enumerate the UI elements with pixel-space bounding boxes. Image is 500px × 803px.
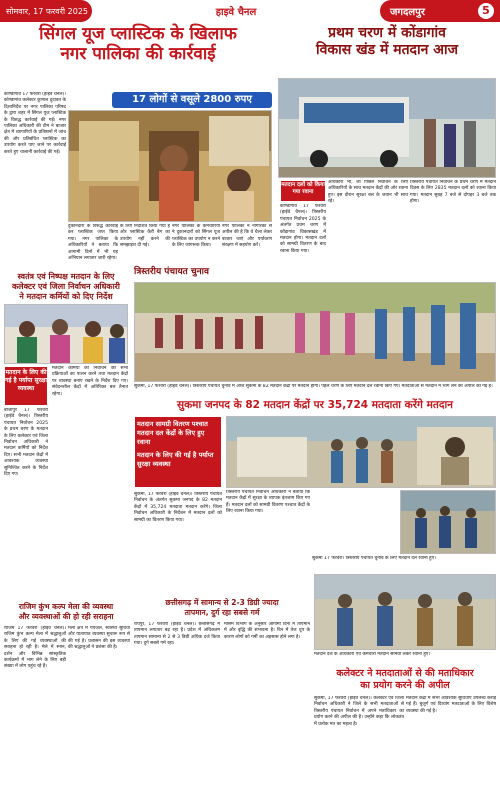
date-tab: [0, 0, 92, 22]
story3-column-2: मतदान कर्मियों को निर्वाचन की सभी प्रक्रियाओं का पालन करने तथा मतदान केंद्रों पर व्यवस्था बनाए रखने के निर्देश दिए गए। संवेदनशील केंद्रों में अतिरिक्त बल तैनात रहेगा।: [52, 366, 128, 397]
story7-column-1: रायपुर, 17 फरवरी (हाईवे चैनल)। छत्तीसगढ़ में तापमान लगातार बढ़ रहा है। प्रदेश में अधिकतम तापमान सामान्य से 2 से 3 डिग्री अधिक दर्ज किया गया। दुर्ग सबसे गर्म रहा।: [134, 622, 220, 647]
story7-column-2: मौसम विभाग के अनुसार आगामी दिनों में तापमान में और वृद्धि की संभावना है। दिन में तेज धूप के कारण लोगों को गर्मी का अहसास होने लगा है।: [224, 622, 310, 640]
story3-callout: मतदान के लिए की गई है पर्याप्त सुरक्षा व्यवस्था: [4, 366, 48, 406]
story2-column-3: त्रिस्तरीय पंचायत निर्वाचन के प्रथम चरण में मतदान दिवस के लिए 2835 मतदान दलों को रवाना किया गया। मतदान सुबह 7 बजे से दोपहर 3 बजे तक होगा।: [410, 180, 496, 205]
story3-column-1: बीजापुर 17 फरवरी (हाईवे चैनल)। त्रिस्तरीय पंचायत निर्वाचन 2025 के प्रथम चरण के मतदान के लिए कलेक्टर एवं जिला निर्वाचन अधिकारी ने मतदान कर्मियों को निर्देश दिए। सभी मतदान केंद्रों में आवश्यक व्यवस्था सुनिश्चित करने के निर्देश दिए गए।: [4, 408, 48, 478]
story6-column-2: मेला क्षेत्र में पेयजल, स्वास्थ्य सुविधा और यातायात व्यवस्था सुचारू रूप से की गई है। प्रशासन की इस व्यवस्था की श्रद्धालुओं ने प्रशंसा की है।: [68, 626, 130, 651]
story1-column-5: नगर पालिका ने नागरिकों से अपील की है कि वे थैला लेकर बाजार जाएं और पर्यावरण संरक्षण में सहयोग करें।: [222, 224, 272, 249]
story2-column-1: कोण्डागांव 17 फरवरी (हाईवे चैनल)। त्रिस्तरीय पंचायत निर्वाचन 2025 के अंतर्गत प्रथम चरण में कोंडागांव विकासखंड में मतदान होगा। मतदान दलों को सामग्री वितरण के बाद रवाना किया गया।: [280, 204, 326, 254]
story6-headline-line1: राजिम कुंभ कल्प मेला की व्यवस्था: [18, 602, 114, 611]
story4-photo-image: [135, 283, 496, 382]
city-name: जगदलपुर: [390, 7, 425, 18]
story1-photo: [68, 110, 272, 222]
city-tab: [380, 0, 500, 22]
brand-area: [92, 0, 380, 22]
story1-headline: [4, 26, 272, 64]
story4-photo: [134, 282, 496, 382]
story1-headline-line2: नगर पालिका की कार्रवाई: [60, 43, 216, 64]
story5-column-1: सुकमा, 17 फरवरी (हाईवे चैनल)। त्रिस्तरीय पंचायत निर्वाचन के अंतर्गत सुकमा जनपद के 82 मतदान केंद्रों में 35,724 मतदाता मतदान करेंगे। जिला निर्वाचन अधिकारी के निर्देशन में मतदान दलों को सामग्री का वितरण किया गया।: [134, 492, 222, 523]
story2-column-2: अधिकारी भी, जो पिछले निर्वाचन के लिए अधिकारियों के साथ मतदान केंद्रों की ओर रवाना हुए। इस दौरान सुरक्षा बल के जवान भी साथ रहे।: [328, 180, 408, 205]
story2-photo: [278, 78, 496, 178]
story4-headline: त्रिस्तरीय पंचायत चुनाव: [134, 267, 209, 277]
story5-photo-left: [226, 416, 496, 488]
story3-headline-line1: स्वतंत्र एवं निष्पक्ष मतदान के लिए: [17, 272, 115, 281]
story6-headline: [4, 602, 128, 622]
story2-callout: मतदान दलों को किया गया रवाना: [280, 180, 326, 202]
story5-callout-2: मतदान के लिए की गई है पर्याप्त सुरक्षा व्यवस्था: [137, 451, 214, 468]
story3-photo-image: [5, 305, 128, 364]
story3-headline-line2: कलेक्टर एवं जिला निर्वाचन अधिकारी: [12, 282, 120, 291]
story5-photo-image: [227, 417, 496, 488]
story8-column-1: सुकमा, 17 फरवरी (हाईवे चैनल)। कलेक्टर एवं जिला निर्वाचन अधिकारी ने जिले के सभी मतदाताओं से त्रिस्तरीय पंचायत निर्वाचन में अपने मताधिकार का प्रयोग करने की अपील की है। उन्होंने कहा कि लोकतंत्र में प्रत्येक मत का महत्व है।: [314, 696, 404, 727]
story5-callout-1: मतदान सामग्री वितरण पश्चात मतदान दल केंद्रों के लिए हुए रवाना: [137, 420, 208, 446]
story7-headline-line2: तापमान, दुर्ग रहा सबसे गर्म: [184, 608, 260, 617]
story2-headline-line2: विकास खंड में मतदान आज: [316, 41, 458, 58]
story6-headline-line2: और व्यवस्थाओं की हो रही सराहना: [18, 612, 114, 621]
page-number: 5: [478, 3, 494, 19]
story5-photo-right: [400, 490, 496, 554]
story5-photo-right-image: [401, 491, 496, 554]
story3-headline-line3: ने मतदान कर्मियों को दिए निर्देश: [19, 292, 113, 301]
story1-column-1: कोण्डागांव 17 फरवरी (हाईवे चैनल)। कोण्डागांव कलेक्टर कुणाल दुदावत के दिशानिर्देश पर नगर पालिका परिषद के द्वारा शहर में सिंगल यूज प्लास्टिक के विरुद्ध कार्रवाई की गई। नगर पालिका अधिकारी की टीम ने बाजार क्षेत्र में व्यापारियों के प्रतिष्ठानों में जांच की और प्रतिबंधित प्लास्टिक का उपयोग करते पाए जाने पर कार्रवाई करते हुए चालानी कार्रवाई की गई।: [4, 92, 66, 155]
story8-photo: [314, 574, 496, 650]
story5-column-2: त्रिस्तरीय पंचायत निर्वाचन अधिकारी ने बताया कि मतदान केंद्रों में सुरक्षा के व्यापक इंतजाम किए गए हैं। मतदान दलों को सामग्री वितरण पश्चात केंद्रों के लिए रवाना किया गया।: [226, 490, 310, 515]
story6-column-1: राजिम 17 फरवरी (हाईवे चैनल)। राजिम कुंभ कल्प मेला में श्रद्धालुओं के लिए की गई व्यवस्थाओं की सराहना हो रही है। मेले में स्नान, दर्शन और विभिन्न सांस्कृतिक कार्यक्रमों में भाग लेने के लिए बड़ी संख्या में लोग पहुंच रहे हैं।: [4, 626, 66, 670]
story8-photo-image: [315, 575, 496, 650]
story2-photo-image: [279, 79, 496, 178]
story8-headline: [314, 668, 496, 692]
story5-column-3: [312, 490, 398, 554]
story5-headline: सुकमा जनपद के 82 मतदान केंद्रों पर 35,724 मतदाता करेंगे मतदान: [177, 399, 453, 411]
story8-column-2: मतदान केंद्रों में सभी आवश्यक सुविधाएं उपलब्ध कराई गई हैं। बुजुर्ग एवं दिव्यांग मतदाताओं के लिए विशेष व्यवस्था की गई है।: [406, 696, 496, 714]
story5-callout-box: [134, 416, 222, 488]
story7-headline: [134, 598, 310, 618]
story1-column-4: नगर पालिका के कर्मचारियों ने दुकानदारों को सिंगल यूज प्लास्टिक का उपयोग न करने के लिए जागरूक किया।: [172, 224, 220, 249]
story3-headline: [4, 272, 128, 302]
story1-column-3: के लिए निर्देशित किया गया है और प्लास्टिक कैरी बैग का उपयोग नहीं करने की समझाइश दी गई।: [120, 224, 170, 249]
story1-photo-image: [69, 111, 272, 222]
story5-caption: सुकमा 17 फरवरी। त्रिस्तरीय पंचायत चुनाव के लिए मतदान दल रवाना हुए।: [312, 556, 436, 561]
story8-headline-line1: कलेक्टर ने मतदाताओं से की मताधिकार: [336, 668, 474, 679]
story2-headline-line1: प्रथम चरण में कोंडागांव: [328, 25, 446, 41]
story4-caption: सुकमा, 17 फरवरी (हाईवे चैनल)। त्रिस्तरीय पंचायत चुनाव में आज सुकमा के 82 मतदान केंद्रों पर मतदान होगा। पहले चरण के लिए मतदान दल रवाना किए गए। मतदाताओं से मतदान में भाग लेने की अपील की गई है।: [134, 384, 493, 389]
story3-photo: [4, 304, 128, 364]
story8-caption: मतदान दल के अधिकारी एवं कर्मचारी मतदान सामग्री लेकर रवाना हुए।: [314, 652, 431, 657]
story1-column-2: दुकानदारों के विरुद्ध कार्रवाई कर प्लास्टिक जप्त किया गया। नगर पालिका के अधिकारियों ने बताया कि आगामी दिनों में भी यह अभियान लगातार जारी रहेगा।: [68, 224, 118, 262]
story1-subhead: 17 लोगों से वसूले 2800 रुपए: [112, 92, 272, 108]
story2-headline: [278, 26, 496, 57]
page-header: [0, 0, 500, 22]
issue-date: सोमवार, 17 फरवरी 2025: [6, 6, 88, 16]
story8-headline-line2: का प्रयोग करने की अपील: [360, 680, 450, 691]
story7-headline-line1: छत्तीसगढ़ में सामान्य से 2-3 डिग्री ज्यादा: [165, 598, 279, 607]
newspaper-brand: हाइवे चैनल: [215, 7, 257, 18]
story1-headline-line1: सिंगल यूज प्लास्टिक के खिलाफ: [39, 24, 237, 44]
